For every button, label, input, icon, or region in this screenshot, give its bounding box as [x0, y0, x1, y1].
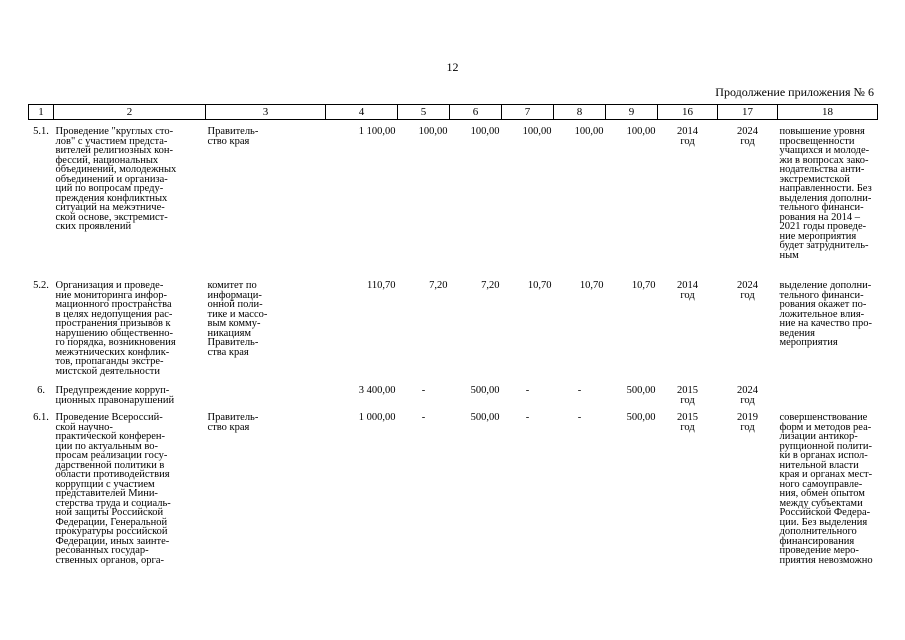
expected-result: [778, 385, 878, 412]
header-cell: 2: [54, 105, 206, 120]
continuation-label: Продолжение приложения № 6: [715, 85, 874, 99]
row-number: 5.1.: [33, 126, 49, 137]
end-year: 2024 год: [737, 126, 758, 147]
header-cell: 3: [206, 105, 326, 120]
end-year: 2024 год: [737, 385, 758, 406]
table-row: [29, 120, 878, 281]
start-year: 2014 год: [677, 280, 698, 301]
expected-result: повышение уровня просвещенности учащихся и молоде- жи в вопросах зако- нодательства анти- экстремистской направленности. Без выделения дополни- тельного финанси- рования на 2014 – 2021 годы проведе- ние мероприятия будет затруднитель- ным: [779, 126, 872, 261]
row-number: 6.1.: [33, 412, 49, 423]
executor: Правитель- ство края: [207, 126, 259, 147]
header-cell: 7: [502, 105, 554, 120]
activity-name: Проведение "круглых сто- лов" с участием предста- вителей религиозных кон- фессий, национальных объединений, молодежных объединений и организа- ций по вопросам преду- преждения конфликтных ситуаций на межэтниче- ской основе, экстремист- ских проявлений: [55, 126, 177, 232]
table-row: [29, 385, 878, 412]
amount-cell: 100,00: [626, 126, 656, 137]
header-cell: 6: [450, 105, 502, 120]
expected-result: совершенствование форм и методов реа- лизации антикор- рупционной полити- ки в органах испол- нительной власти края и органах мест- ного самоуправле- ния, обмен опытом между субъектами Российской Федера- ции. Без выделения дополнительного финансирования проведение меро- приятия невозможно: [779, 412, 873, 566]
table-row: [29, 412, 878, 598]
amount-cell: 500,00: [470, 385, 500, 396]
amount-cell: -: [577, 385, 582, 396]
header-cell: 8: [554, 105, 606, 120]
row-number: 6.: [37, 385, 45, 396]
header-cell: 4: [326, 105, 398, 120]
total-amount: 1 000,00: [358, 412, 396, 423]
header-cell: 5: [398, 105, 450, 120]
program-table: [28, 104, 878, 598]
amount-cell: -: [525, 412, 530, 423]
header-cell: 17: [718, 105, 778, 120]
amount-cell: 10,70: [579, 280, 604, 291]
amount-cell: -: [577, 412, 582, 423]
header-cell: 9: [606, 105, 658, 120]
end-year: 2024 год: [737, 280, 758, 301]
amount-cell: 10,70: [527, 280, 552, 291]
total-amount: 3 400,00: [358, 385, 396, 396]
amount-cell: 500,00: [626, 385, 656, 396]
row-number: 5.2.: [33, 280, 49, 291]
amount-cell: -: [421, 412, 426, 423]
start-year: 2014 год: [677, 126, 698, 147]
amount-cell: 10,70: [631, 280, 656, 291]
amount-cell: 100,00: [470, 126, 500, 137]
amount-cell: -: [421, 385, 426, 396]
expected-result: выделение дополни- тельного финанси- рования окажет по- ложительное влия- ние на качество про- ведения мероприятия: [779, 280, 872, 348]
amount-cell: 100,00: [574, 126, 604, 137]
amount-cell: 500,00: [626, 412, 656, 423]
executor: [206, 385, 326, 412]
activity-name: Организация и проведе- ние мониторинга инфор- мационного пространства в целях недопущения рас- пространения призывов к нарушению общественно- го порядка, возникновения межэтнических конфлик- тов, пропаганды экстре- мистской деятельности: [55, 280, 176, 377]
header-cell: 18: [778, 105, 878, 120]
start-year: 2015 год: [677, 385, 698, 406]
total-amount: 110,70: [367, 280, 396, 291]
header-cell: 1: [29, 105, 54, 120]
page-number: 12: [446, 60, 459, 74]
amount-cell: 7,20: [481, 280, 500, 291]
activity-name: Проведение Всероссий- ской научно- практической конферен- ции по актуальным во- просам реализации госу- дарственной политики в области противодействия коррупции с участием представителей Мини- стерства труда и социаль- ной защиты Российской Федерации, Генеральной прокуратуры российской Федерации, иных заинте- ресованных государ- ственных органов, орга-: [55, 412, 171, 566]
amount-cell: 100,00: [418, 126, 448, 137]
total-amount: 1 100,00: [358, 126, 396, 137]
header-cell: 16: [658, 105, 718, 120]
amount-cell: 100,00: [522, 126, 552, 137]
start-year: 2015 год: [677, 412, 698, 433]
end-year: 2019 год: [737, 412, 758, 433]
activity-name: Предупреждение корруп- ционных правонарушений: [55, 385, 175, 406]
executor: Правитель- ство края: [207, 412, 259, 433]
amount-cell: 7,20: [429, 280, 448, 291]
table-row: [29, 280, 878, 385]
amount-cell: 500,00: [470, 412, 500, 423]
amount-cell: -: [525, 385, 530, 396]
header-row: [29, 105, 878, 120]
executor: комитет по информаци- онной поли- тике и массо- вым комму- никациям Правитель- ства края: [207, 280, 268, 358]
